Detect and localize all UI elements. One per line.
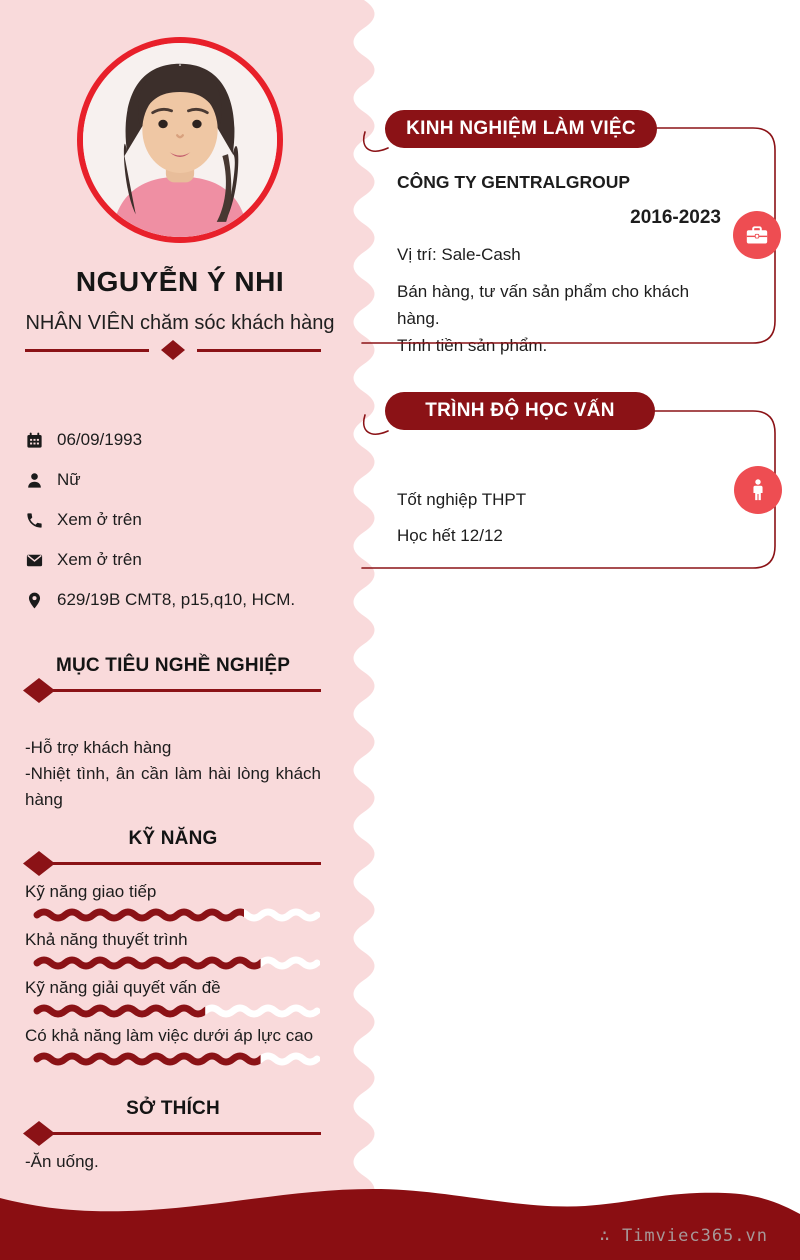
avatar-photo (77, 37, 283, 243)
candidate-title: NHÂN VIÊN chăm sóc khách hàng (25, 312, 335, 334)
contact-info-row (25, 580, 325, 620)
divider-line (197, 349, 321, 352)
footer-wave (0, 1180, 800, 1260)
person-icon (25, 471, 44, 490)
objective-line: -Nhiệt tình, ân cần làm hài lòng khách hàng (25, 764, 321, 809)
skill-label: Kỹ năng giao tiếp (25, 882, 157, 901)
education-line: Tốt nghiệp THPT (397, 490, 527, 509)
section-rule (25, 681, 321, 703)
work-period: 2016-2023 (630, 207, 721, 228)
section-head-hobbies (25, 1098, 321, 1146)
skills-list (25, 882, 325, 1074)
contact-info-row (25, 420, 325, 460)
section-head-objective (25, 655, 321, 703)
diamond-icon (161, 340, 185, 360)
watermark-brand: ∴ Timviec365.vn (599, 1226, 768, 1246)
rule-line (41, 689, 321, 692)
diamond-icon (23, 851, 55, 876)
portrait-illustration (83, 43, 277, 237)
job-position: Vị trí: Sale-Cash (397, 245, 521, 264)
job-detail: Tính tiền sản phẩm. (397, 336, 548, 355)
section-title: MỤC TIÊU NGHỀ NGHIỆP (55, 655, 291, 676)
experience-box-border (355, 120, 780, 350)
section-badge-experience (385, 110, 657, 148)
skill-label: Kỹ năng giải quyết vấn đề (25, 978, 221, 997)
briefcase-icon (733, 211, 781, 259)
section-head-skills (25, 828, 321, 876)
objective-text (25, 735, 321, 813)
hobby-line: -Ăn uống. (25, 1152, 99, 1171)
contact-info-text: 06/09/1993 (57, 430, 143, 449)
section-title: SỞ THÍCH (126, 1098, 220, 1119)
badge-label: TRÌNH ĐỘ HỌC VẤN (425, 400, 615, 421)
skill-progress-bar (33, 906, 320, 923)
title-divider (25, 340, 321, 360)
diamond-icon (23, 1121, 55, 1146)
skill-label: Có khả năng làm việc dưới áp lực cao (25, 1026, 314, 1045)
company-name: CÔNG TY GENTRALGROUP (397, 172, 631, 192)
contact-info-text: Xem ở trên (57, 510, 142, 529)
skill-item (25, 978, 325, 1019)
contact-info-row (25, 460, 325, 500)
contact-info-text: Nữ (57, 470, 81, 489)
skill-progress-bar (33, 1002, 320, 1019)
skill-item (25, 1026, 325, 1067)
map-pin-icon (25, 591, 44, 610)
objective-line: -Hỗ trợ khách hàng (25, 738, 172, 757)
contact-info-list (25, 420, 325, 620)
diamond-icon (23, 678, 55, 703)
section-rule (25, 854, 321, 876)
contact-info-text: Xem ở trên (57, 550, 142, 569)
envelope-icon (25, 551, 44, 570)
calendar-icon (25, 431, 44, 450)
skill-progress-bar (33, 1050, 320, 1067)
skill-label: Khả năng thuyết trình (25, 930, 188, 949)
skill-item (25, 930, 325, 971)
job-detail: Bán hàng, tư vấn sản phẩm cho khách hàng. (397, 282, 690, 328)
badge-label: KINH NGHIỆM LÀM VIỆC (406, 118, 636, 139)
rule-line (41, 862, 321, 865)
section-title: KỸ NĂNG (128, 828, 218, 849)
section-badge-education (385, 392, 655, 430)
skill-progress-bar (33, 954, 320, 971)
phone-icon (25, 511, 44, 530)
student-icon (734, 466, 782, 514)
candidate-name: NGUYỄN Ý NHI (75, 266, 285, 297)
divider-line (25, 349, 149, 352)
contact-info-row (25, 540, 325, 580)
rule-line (41, 1132, 321, 1135)
education-line: Học hết 12/12 (397, 526, 503, 545)
section-rule (25, 1124, 321, 1146)
contact-info-row (25, 500, 325, 540)
skill-item (25, 882, 325, 923)
contact-info-text: 629/19B CMT8, p15,q10, HCM. (57, 590, 296, 609)
